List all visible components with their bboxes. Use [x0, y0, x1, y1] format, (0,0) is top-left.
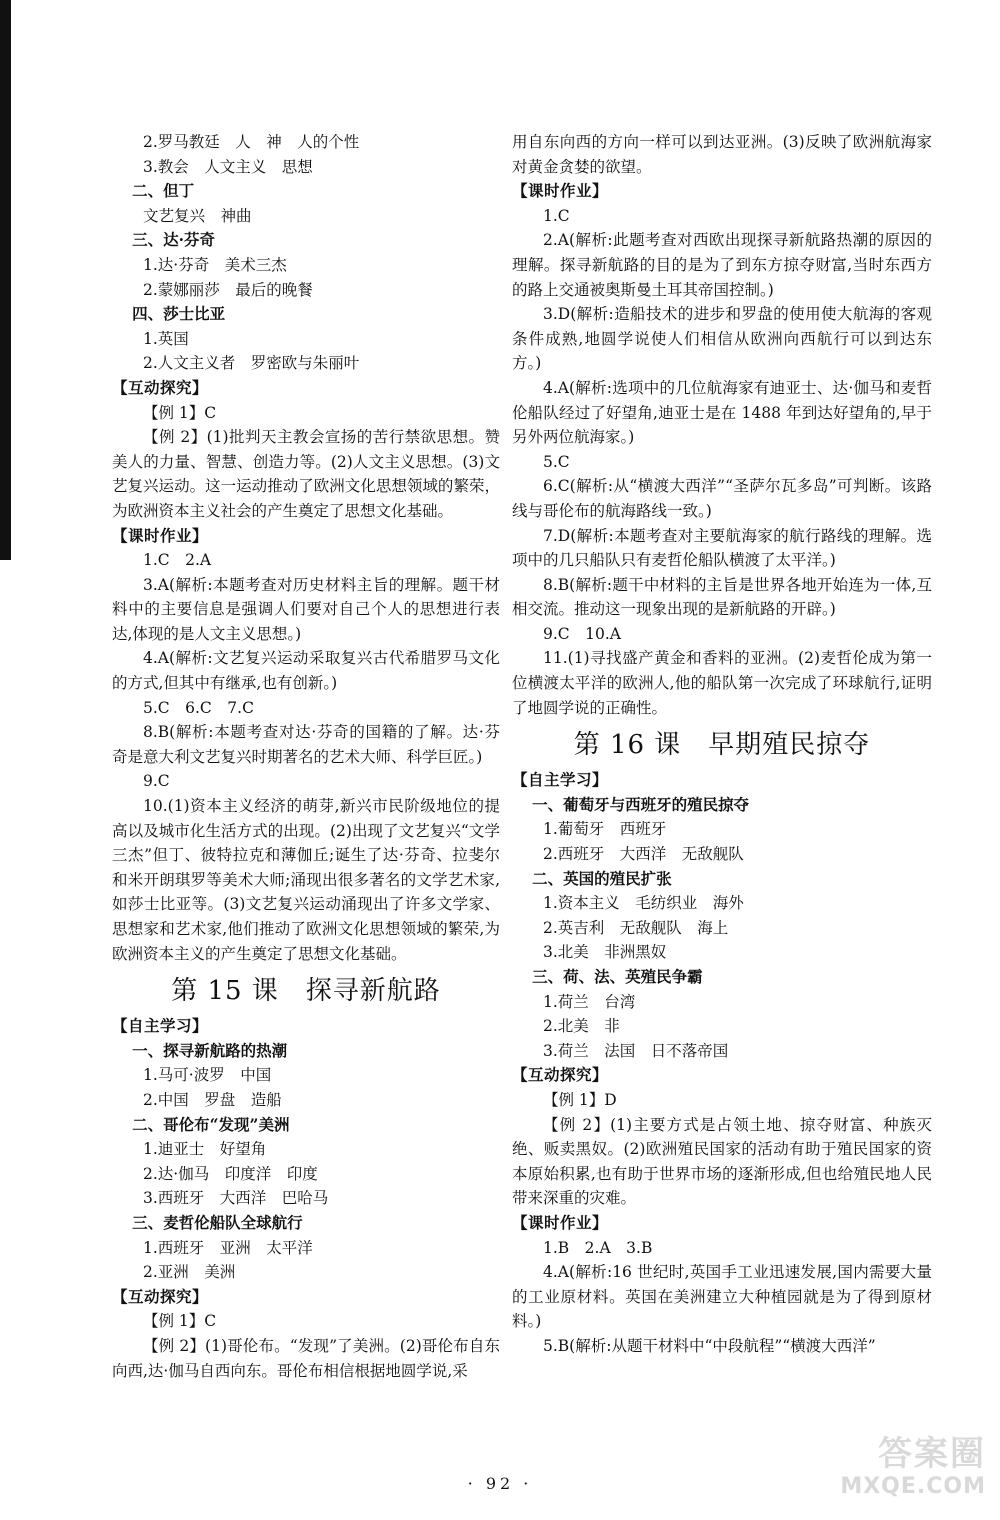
answer-line: 1.迪亚士 好望角 [143, 1140, 267, 1159]
left-column [112, 130, 500, 1383]
answer-line: 1.资本主义 毛纺织业 海外 [543, 894, 744, 913]
lesson-title: 第 16 课 早期殖民掠夺 [573, 730, 871, 761]
answer-line: 9.C 10.A [543, 624, 621, 643]
answer-paragraph: 4.A(解析:选项中的几位航海家有迪亚士、达·伽马和麦哲伦船队经过了好望角,迪亚士是在 1488 年到达好望角的,早于另外两位航海家。) [512, 378, 932, 447]
answer-line: 2.西班牙 大西洋 无敌舰队 [543, 845, 744, 864]
book-spine-edge [0, 0, 11, 560]
continued-paragraph: 用自东向西的方向一样可以到达亚洲。(3)反映了欧洲航海家对黄金贪婪的欲望。 [512, 133, 932, 176]
answer-paragraph: 3.A(解析:本题考查对历史材料主旨的理解。题干材料中的主要信息是强调人们要对自己个人的思想进行表达,体现的是人文主义思想。) [112, 575, 500, 643]
section-heading: 【课时作业】 [112, 525, 209, 545]
answer-paragraph: 7.D(解析:本题考查对主要航海家的航行路线的理解。选项中的几只船队只有麦哲伦船队横渡了太平洋。) [512, 526, 932, 570]
answer-line: 1.B 2.A 3.B [543, 1238, 653, 1257]
answer-line: 2.达·伽马 印度洋 印度 [143, 1164, 318, 1183]
answer-line: 2.罗马教廷 人 神 人的个性 [143, 133, 360, 151]
answer-line: 【例 1】D [543, 1090, 617, 1109]
answer-paragraph: 5.B(解析:从题干材料中“中段航程”“横渡大西洋” [543, 1336, 876, 1355]
watermark-bottom: MXQE.COM [840, 1474, 986, 1499]
section-heading: 【课时作业】 [512, 181, 609, 201]
subsection-heading: 四、莎士比亚 [132, 304, 226, 324]
answer-line: 1.英国 [143, 329, 189, 348]
subsection-heading: 一、葡萄牙与西班牙的殖民掠夺 [532, 794, 750, 814]
answer-line: 【例 1】C [143, 403, 217, 422]
answer-line: 5.C [543, 452, 570, 471]
section-heading: 【自主学习】 [512, 770, 609, 790]
answer-paragraph: 6.C(解析:从“横渡大西洋”“圣萨尔瓦多岛”可判断。该路线与哥伦布的航海路线一致。) [512, 477, 932, 520]
answer-line: 1.C 2.A [143, 551, 212, 570]
answer-line: 5.C 6.C 7.C [143, 698, 254, 717]
subsection-heading: 三、荷、法、英殖民争霸 [532, 967, 703, 986]
subsection-heading: 二、但丁 [132, 181, 195, 201]
watermark-logo [796, 1434, 986, 1510]
answer-paragraph: 3.D(解析:造船技术的进步和罗盘的使用使大航海的客观条件成熟,地圆学说使人们相信从欧洲向西航行可以到达东方。) [512, 305, 932, 373]
answer-line: 1.葡萄牙 西班牙 [543, 820, 667, 839]
answer-line: 文艺复兴 神曲 [143, 206, 252, 225]
answer-paragraph: 11.(1)寻找盛产黄金和香料的亚洲。(2)麦哲伦成为第一位横渡太平洋的欧洲人,他的船队第一次完成了环球航行,证明了地圆学说的正确性。 [512, 649, 932, 717]
answer-paragraph: 4.A(解析:文艺复兴运动采取复兴古代希腊罗马文化的方式,但其中有继承,也有创新。) [112, 649, 500, 693]
answer-paragraph: 2.A(解析:此题考查对西欧出现探寻新航路热潮的原因的理解。探寻新航路的目的是为了到东方掠夺财富,当时东西方的路上交通被奥斯曼土耳其帝国控制。) [512, 231, 932, 299]
answer-line: 1.荷兰 台湾 [543, 992, 636, 1011]
watermark-top: 答案圈 [878, 1434, 986, 1474]
answer-line: 2.蒙娜丽莎 最后的晚餐 [143, 280, 313, 299]
answer-line: 3.西班牙 大西洋 巴哈马 [143, 1189, 329, 1208]
answer-line: 2.亚洲 美洲 [143, 1263, 236, 1282]
answer-paragraph: 8.B(解析:题干中材料的主旨是世界各地开始连为一体,互相交流。推动这一现象出现的是新航路的开辟。) [512, 575, 932, 619]
answer-line: 1.马可·波罗 中国 [143, 1066, 272, 1085]
answer-paragraph: 8.B(解析:本题考查对达·芬奇的国籍的了解。达·芬奇是意大利文艺复兴时期著名的艺术大师、科学巨匠。) [112, 723, 500, 766]
section-heading: 【自主学习】 [112, 1016, 209, 1036]
answer-line: 9.C [143, 772, 170, 791]
subsection-heading: 三、达·芬奇 [132, 230, 216, 250]
answer-line: 1.C [543, 206, 570, 225]
answer-paragraph: 【例 2】(1)主要方式是占领土地、掠夺财富、种族灭绝、贩卖黑奴。(2)欧洲殖民国家的活动有助于殖民国家的资本原始积累,也有助于世界市场的逐渐形成,但也给殖民地人民带来深重的灾难。 [512, 1115, 932, 1208]
answer-line: 2.中国 罗盘 造船 [143, 1090, 282, 1109]
answer-line: 3.北美 非洲黑奴 [543, 943, 667, 962]
subsection-heading: 一、探寻新航路的热潮 [132, 1040, 288, 1060]
section-heading: 【互动探究】 [112, 377, 209, 397]
answer-paragraph: 4.A(解析:16 世纪时,英国手工业迅速发展,国内需要大量的工业原材料。英国在美洲建立大种植园就是为了得到原材料。) [512, 1263, 932, 1331]
right-column [512, 130, 932, 1359]
page-number: · 92 · [467, 1474, 533, 1493]
answer-line: 2.英吉利 无敌舰队 海上 [543, 918, 729, 937]
answer-line: 1.西班牙 亚洲 太平洋 [143, 1238, 313, 1257]
answer-line: 【例 1】C [143, 1312, 217, 1331]
section-heading: 【互动探究】 [112, 1286, 209, 1306]
subsection-heading: 三、麦哲伦船队全球航行 [132, 1212, 303, 1232]
section-heading: 【课时作业】 [512, 1212, 609, 1232]
subsection-heading: 二、英国的殖民扩张 [532, 868, 672, 888]
section-heading: 【互动探究】 [512, 1065, 609, 1085]
answer-paragraph: 10.(1)资本主义经济的萌芽,新兴市民阶级地位的提高以及城市化生活方式的出现。(2)出现了文艺复兴“文学三杰”但丁、彼特拉克和薄伽丘;诞生了达·芬奇、拉斐尔和米开朗琪罗等美术大师;涌现出很多著名的文学艺术家,如莎士比亚等。(3)文艺复兴运动涌现出了许多文学家、思想家和艺术家,他们推动了欧洲文化思想领域的繁荣,为欧洲资本主义的产生奠定了思想文化基础。 [112, 797, 500, 963]
answer-paragraph: 【例 2】(1)哥伦布。“发现”了美洲。(2)哥伦布自东向西,达·伽马自西向东。哥伦布相信根据地圆学说,采 [112, 1336, 500, 1380]
answer-line: 1.达·芬奇 美术三杰 [143, 255, 287, 274]
answer-line: 2.北美 非 [543, 1017, 620, 1036]
lesson-title: 第 15 课 探寻新航路 [171, 976, 441, 1007]
answer-paragraph: 【例 2】(1)批判天主教会宣扬的苦行禁欲思想。赞美人的力量、智慧、创造力等。(2)人文主义思想。(3)文艺复兴运动。这一运动推动了欧洲文化思想领域的繁荣，为欧洲资本主义社会的产生奠定了思想文化基础。 [112, 428, 500, 520]
answer-line: 2.人文主义者 罗密欧与朱丽叶 [143, 354, 360, 373]
answer-line: 3.荷兰 法国 日不落帝国 [543, 1041, 729, 1060]
answer-line: 3.教会 人文主义 思想 [143, 157, 313, 176]
subsection-heading: 二、哥伦布“发现”美洲 [132, 1114, 290, 1134]
